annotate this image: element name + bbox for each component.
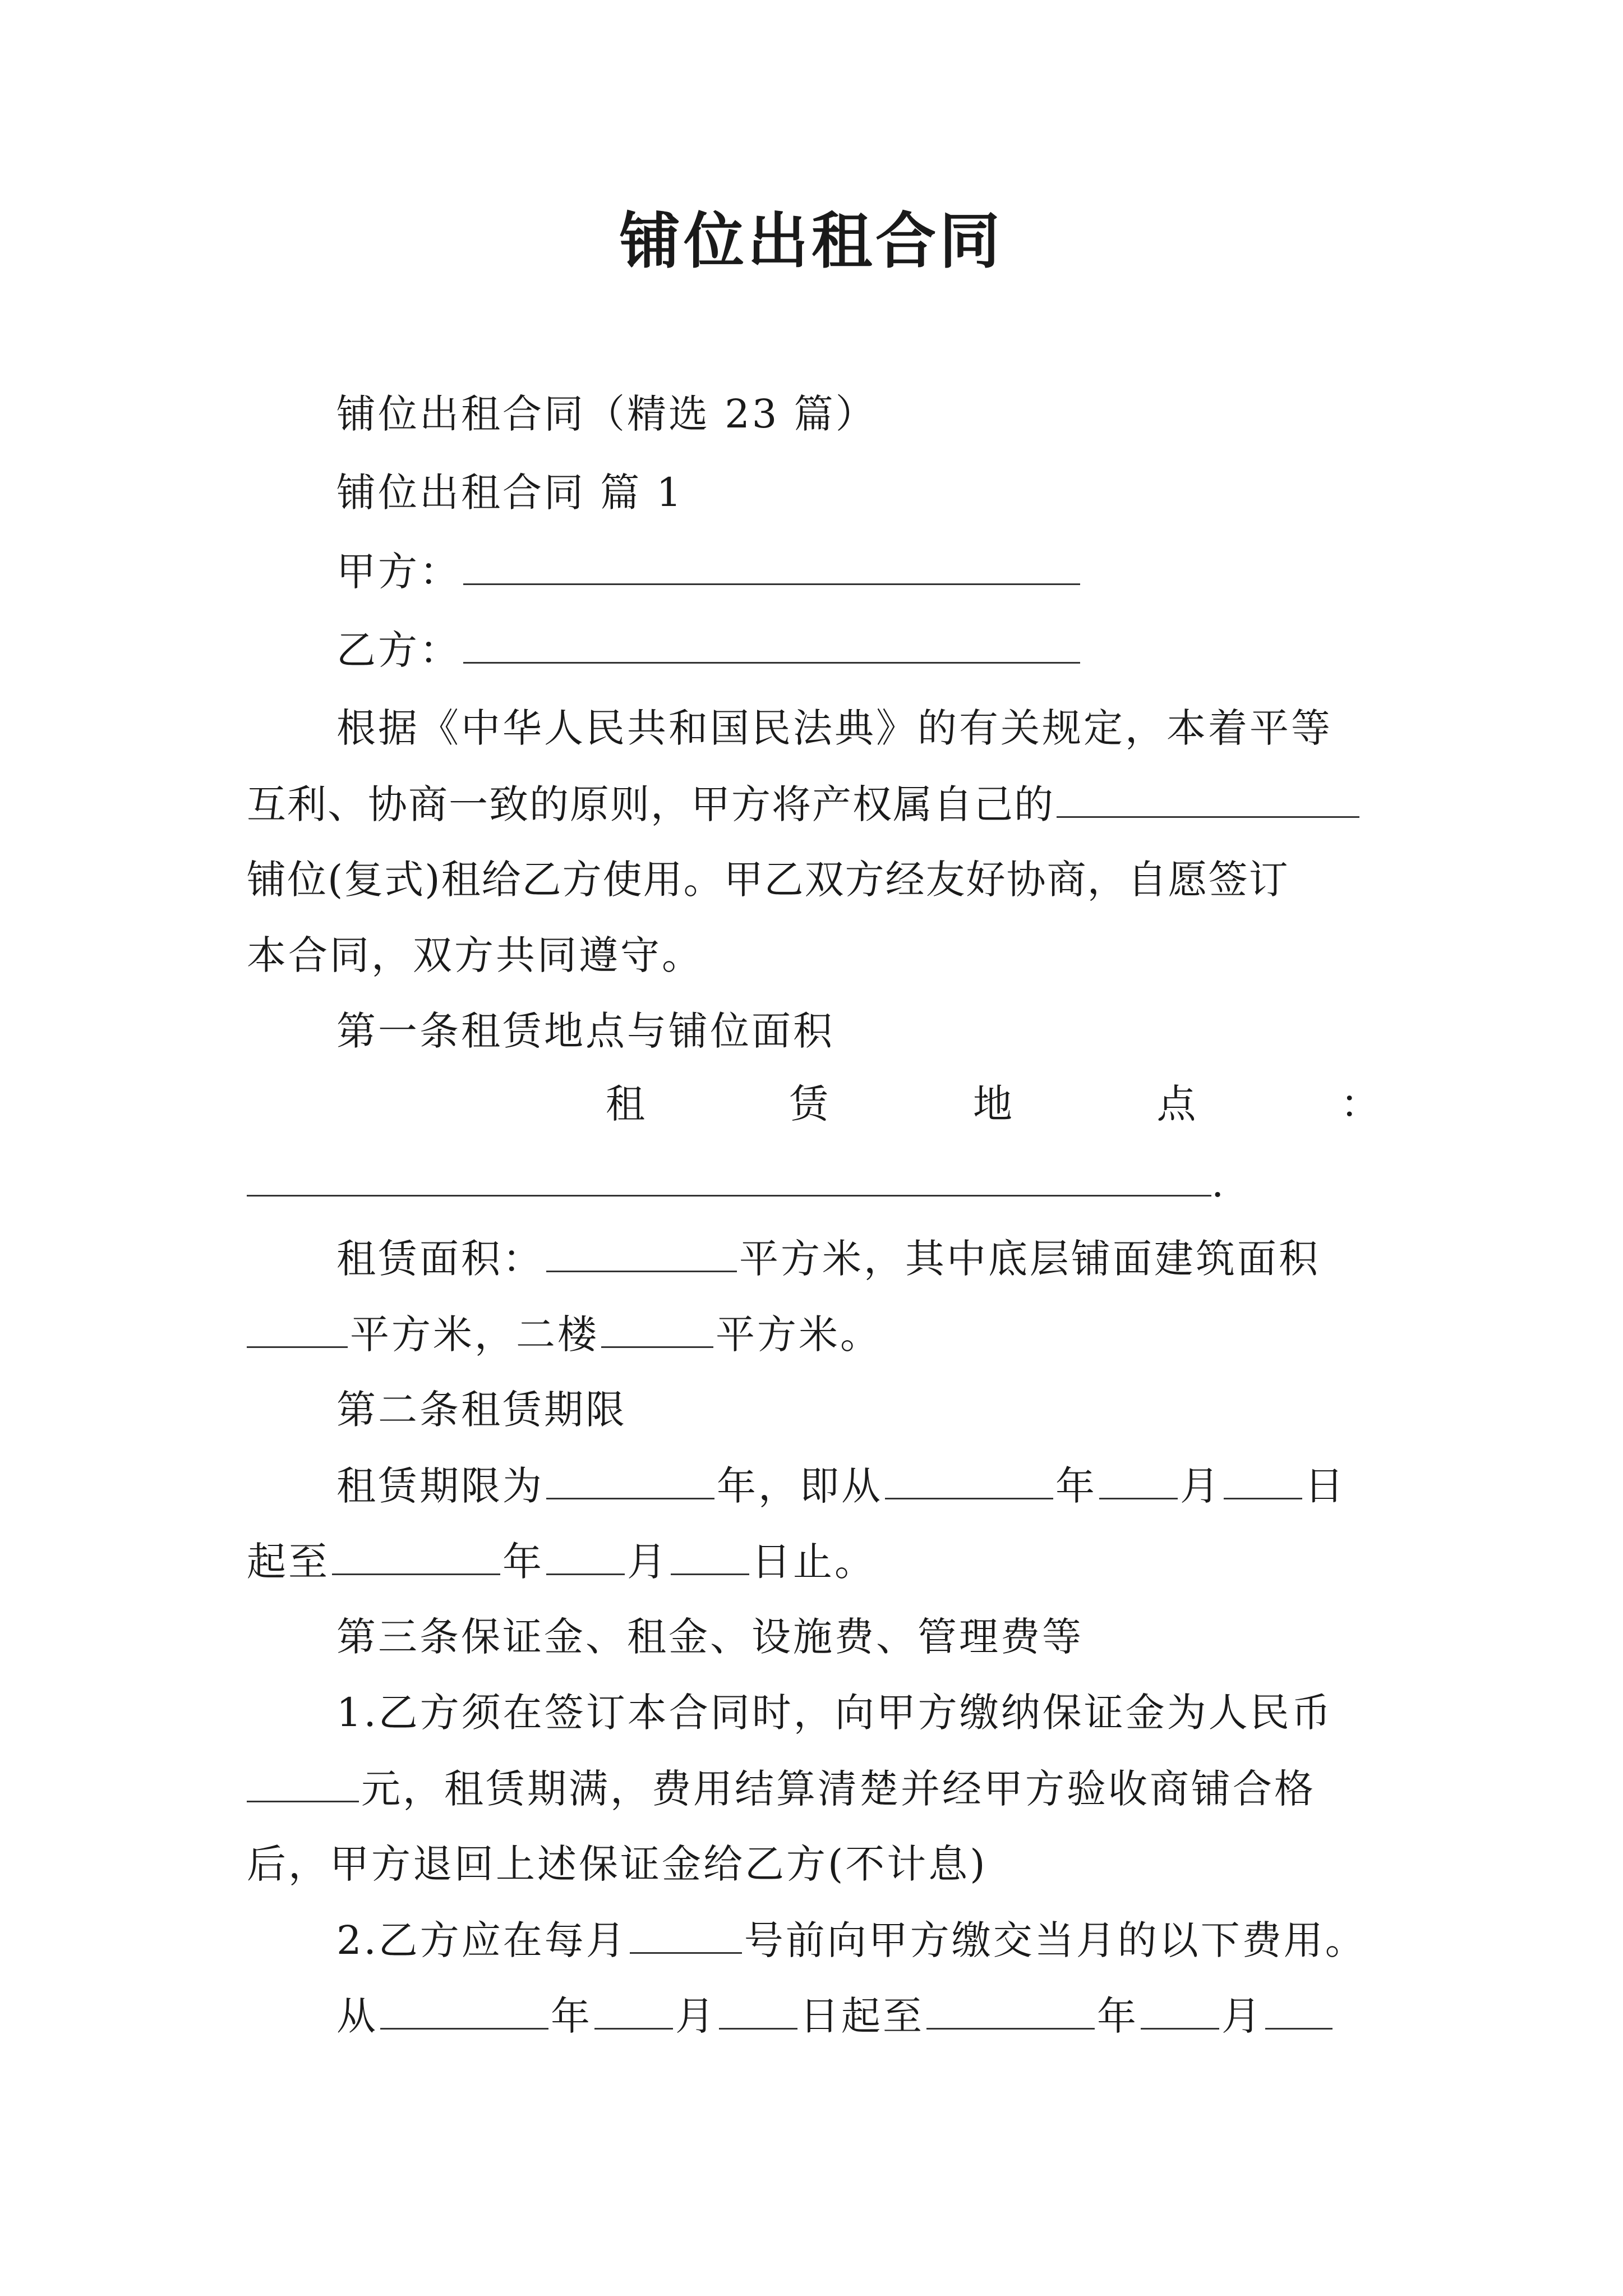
period-start-day-blank [719, 1989, 797, 2030]
text: 2.乙方应在每月 [336, 1917, 628, 1963]
area-blank [546, 1231, 737, 1272]
text: 后，甲方退回上述保证金给乙方(不计息) [247, 1841, 988, 1887]
second-floor-blank [601, 1307, 713, 1348]
text: 铺位出租合同 篇 1 [336, 470, 684, 516]
subtitle-collection [336, 387, 877, 441]
text: 平方米，其中底层铺面建筑面积 [739, 1236, 1320, 1282]
article-heading [336, 1004, 834, 1058]
deposit-line-3 [247, 1837, 988, 1891]
text: 第三条保证金、租金、设施费、管理费等 [336, 1614, 1083, 1660]
party-a-blank [463, 544, 1080, 585]
payment-day-blank [630, 1913, 742, 1954]
deposit-line-2 [247, 1761, 1316, 1816]
location-blank-line [247, 1156, 1226, 1210]
paragraph-line [247, 853, 1289, 907]
end-day-blank [671, 1534, 749, 1575]
text: 年 [1097, 1993, 1138, 2039]
term-line-2 [247, 1534, 876, 1589]
property-blank [1057, 777, 1359, 818]
area-line-2 [247, 1307, 882, 1361]
text: 租赁面积： [336, 1236, 544, 1282]
deposit-line [336, 1686, 1333, 1740]
party-b-blank [463, 623, 1080, 664]
text: 铺位出租合同（精选 23 篇） [336, 391, 877, 437]
text: 月 [675, 1993, 717, 2039]
text: 地 [973, 1081, 1012, 1127]
text: ： [1340, 1081, 1380, 1127]
text: 平方米。 [716, 1312, 882, 1358]
start-year-blank [885, 1458, 1053, 1499]
text: 点 [1156, 1081, 1196, 1127]
text: 元，租赁期满，费用结算清楚并经甲方验收商铺合格 [361, 1766, 1316, 1812]
text: 租 [606, 1081, 645, 1127]
text: 月 [1221, 1993, 1263, 2039]
text: 号前向甲方缴交当月的以下费用。 [744, 1917, 1367, 1963]
text: 年 [551, 1993, 592, 2039]
article-heading [336, 1383, 627, 1437]
period-end-month-blank [1141, 1989, 1219, 2030]
text: . [1211, 1160, 1227, 1206]
text: 根据《中华人民共和国民法典》的有关规定，本着平等 [336, 705, 1332, 751]
text: 日起至 [800, 1993, 924, 2039]
party-b-line [336, 623, 1082, 677]
party-b-label: 乙方： [336, 627, 461, 673]
article-heading [336, 1610, 1083, 1664]
period-end-year-blank [926, 1989, 1095, 2030]
ground-area-blank [247, 1307, 348, 1348]
text: 年，即从 [717, 1463, 883, 1509]
paragraph-line [247, 928, 703, 982]
end-month-blank [546, 1534, 625, 1575]
text: 铺位(复式)租给乙方使用。甲乙双方经友好协商，自愿签订 [247, 857, 1289, 903]
text: 平方米，二楼 [350, 1312, 599, 1358]
period-end-day-blank [1265, 1989, 1332, 2030]
paragraph-line [336, 701, 1332, 755]
text: 年 [1055, 1463, 1097, 1509]
party-a-label: 甲方： [336, 549, 461, 595]
text: 第一条租赁地点与铺位面积 [336, 1008, 834, 1054]
spaced-location-line [606, 1077, 1380, 1131]
period-start-month-blank [594, 1989, 673, 2030]
party-a-line [336, 544, 1082, 599]
text: 互利、协商一致的原则，甲方将产权属自己的 [247, 781, 1054, 827]
text: 从 [336, 1993, 378, 2039]
term-line [336, 1458, 1346, 1513]
text: 1.乙方须在签订本合同时，向甲方缴纳保证金为人民币 [336, 1690, 1333, 1736]
start-day-blank [1224, 1458, 1302, 1499]
text: 赁 [789, 1081, 829, 1127]
location-blank [247, 1156, 1211, 1197]
text: 本合同，双方共同遵守。 [247, 932, 703, 978]
term-years-blank [546, 1458, 714, 1499]
subtitle-part [336, 466, 684, 519]
text: 年 [502, 1539, 544, 1585]
paragraph-line [247, 777, 1362, 831]
document-title: 铺位出租合同 [619, 206, 1003, 277]
text: 月 [1180, 1463, 1221, 1509]
end-year-blank [332, 1534, 500, 1575]
start-month-blank [1099, 1458, 1178, 1499]
text: 第二条租赁期限 [336, 1387, 627, 1433]
period-line [336, 1989, 1335, 2043]
payment-line [336, 1913, 1367, 1967]
text: 租赁期限为 [336, 1463, 544, 1509]
text: 日止。 [751, 1539, 876, 1585]
text: 起至 [247, 1539, 330, 1585]
period-start-year-blank [380, 1989, 548, 2030]
text: 月 [627, 1539, 668, 1585]
deposit-amount-blank [247, 1761, 359, 1802]
text: 日 [1304, 1463, 1346, 1509]
area-line [336, 1231, 1320, 1286]
